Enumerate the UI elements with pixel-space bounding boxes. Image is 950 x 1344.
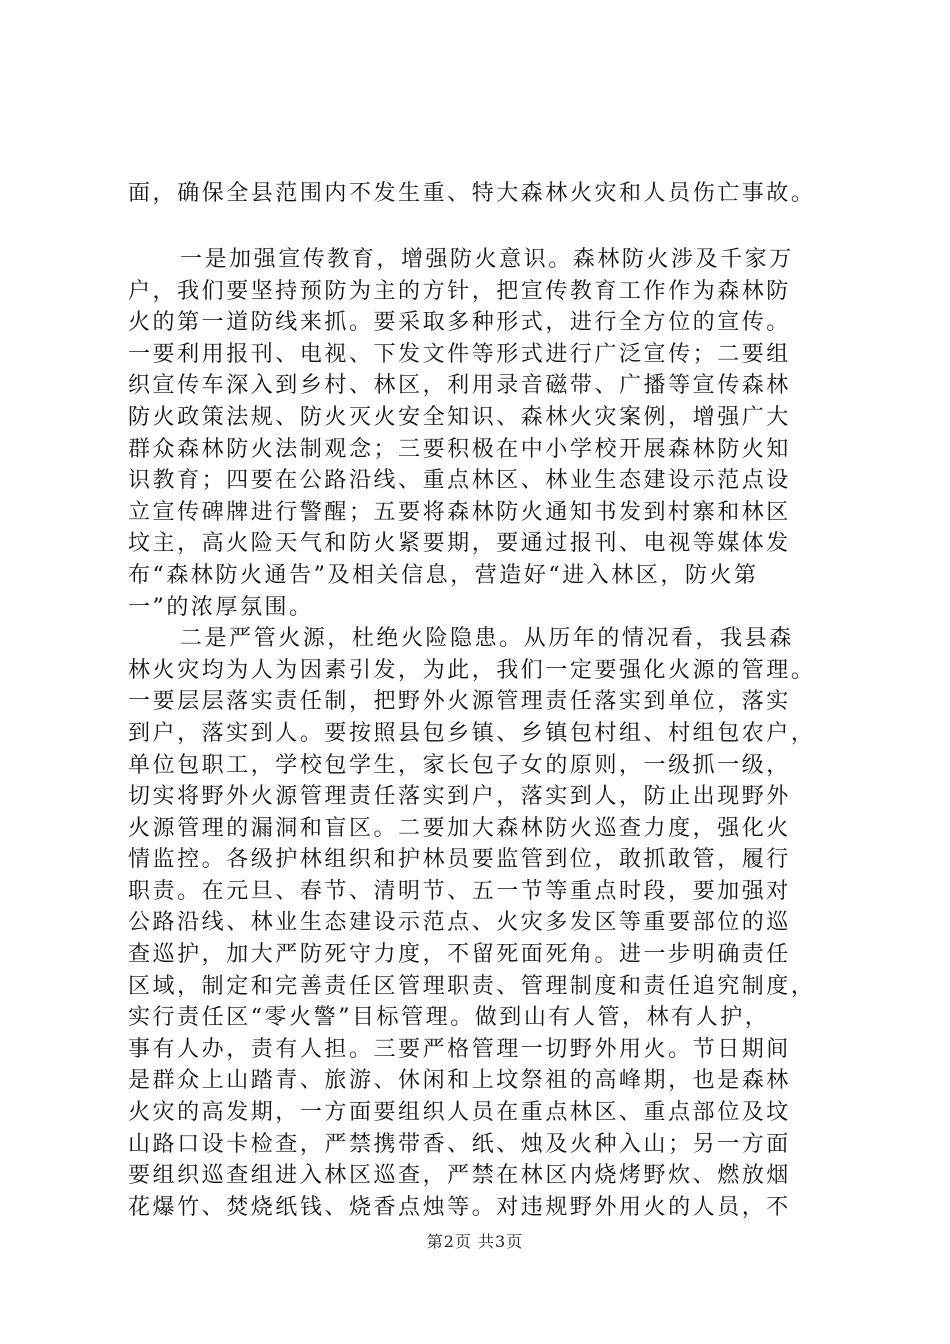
paragraph-line: 查巡护，加大严防死守力度，不留死面死角。进一步明确责任	[128, 942, 791, 968]
paragraph-line: 花爆竹、焚烧纸钱、烧香点烛等。对违规野外用火的人员，不	[128, 1194, 791, 1220]
paragraph-line: 识教育；四要在公路沿线、重点林区、林业生态建设示范点设	[128, 468, 791, 494]
paragraph-line: 事有人办，责有人担。三要严格管理一切野外用火。节日期间	[128, 1036, 791, 1062]
paragraph-line: 火的第一道防线来抓。要采取多种形式，进行全方位的宣传。	[128, 310, 791, 336]
paragraph-line: 情监控。各级护林组织和护林员要监管到位，敢抓敢管，履行	[128, 847, 791, 873]
paragraph-line: 防火政策法规、防火灭火安全知识、森林火灾案例，增强广大	[128, 404, 791, 430]
paragraph-line: 到户，落实到人。要按照县包乡镇、乡镇包村组、村组包农户，	[128, 720, 816, 746]
paragraph-line: 山路口设卡检查，严禁携带香、纸、烛及火种入山；另一方面	[128, 1131, 791, 1157]
paragraph-line: 单位包职工，学校包学生，家长包子女的原则，一级抓一级，	[128, 752, 791, 778]
paragraph-line: 一要利用报刊、电视、下发文件等形式进行广泛宣传；二要组	[128, 341, 791, 367]
paragraph-line: 立宣传碑牌进行警醒；五要将森林防火通知书发到村寨和林区	[128, 499, 791, 525]
paragraph-1	[128, 244, 828, 623]
paragraph-2	[128, 623, 828, 1223]
paragraph-line: 公路沿线、林业生态建设示范点、火灾多发区等重要部位的巡	[128, 910, 791, 936]
continuation-line: 面，确保全县范围内不发生重、特大森林火灾和人员伤亡事故。	[128, 181, 816, 206]
paragraph-line: 火灾的高发期，一方面要组织人员在重点林区、重点部位及坟	[128, 1100, 791, 1126]
paragraph-line: 织宣传车深入到乡村、林区，利用录音磁带、广播等宣传森林	[128, 373, 791, 399]
paragraph-line: 实行责任区“零火警”目标管理。做到山有人管，林有人护，	[128, 1005, 770, 1031]
paragraph-line: 一”的浓厚氛围。	[128, 594, 314, 620]
paragraph-line: 户，我们要坚持预防为主的方针，把宣传教育工作作为森林防	[128, 278, 791, 304]
paragraph-line: 火源管理的漏洞和盲区。二要加大森林防火巡查力度，强化火	[128, 815, 791, 841]
paragraph-line: 林火灾均为人为因素引发，为此，我们一定要强化火源的管理。	[128, 657, 816, 683]
paragraph-line: 职责。在元旦、春节、清明节、五一节等重点时段，要加强对	[128, 878, 791, 904]
paragraph-line: 坟主，高火险天气和防火紧要期，要通过报刊、电视等媒体发	[128, 531, 791, 557]
document-body	[128, 244, 828, 1223]
paragraph-line: 切实将野外火源管理责任落实到户，落实到人，防止出现野外	[128, 784, 791, 810]
paragraph-line: 一要层层落实责任制，把野外火源管理责任落实到单位，落实	[128, 689, 791, 715]
paragraph-line: 要组织巡查组进入林区巡查，严禁在林区内烧烤野炊、燃放烟	[128, 1163, 791, 1189]
paragraph-line: 二是严管火源，杜绝火险隐患。从历年的情况看，我县森	[180, 626, 794, 652]
paragraph-line: 区域，制定和完善责任区管理职责、管理制度和责任追究制度，	[128, 973, 816, 999]
paragraph-line: 群众森林防火法制观念；三要积极在中小学校开展森林防火知	[128, 436, 791, 462]
paragraph-line: 是群众上山踏青、旅游、休闲和上坟祭祖的高峰期，也是森林	[128, 1068, 791, 1094]
page-number-footer: 第2页 共3页	[426, 1232, 524, 1251]
paragraph-line: 一是加强宣传教育，增强防火意识。森林防火涉及千家万	[180, 247, 794, 272]
paragraph-line: 布“森林防火通告”及相关信息，营造好“进入林区，防火第	[128, 562, 759, 588]
